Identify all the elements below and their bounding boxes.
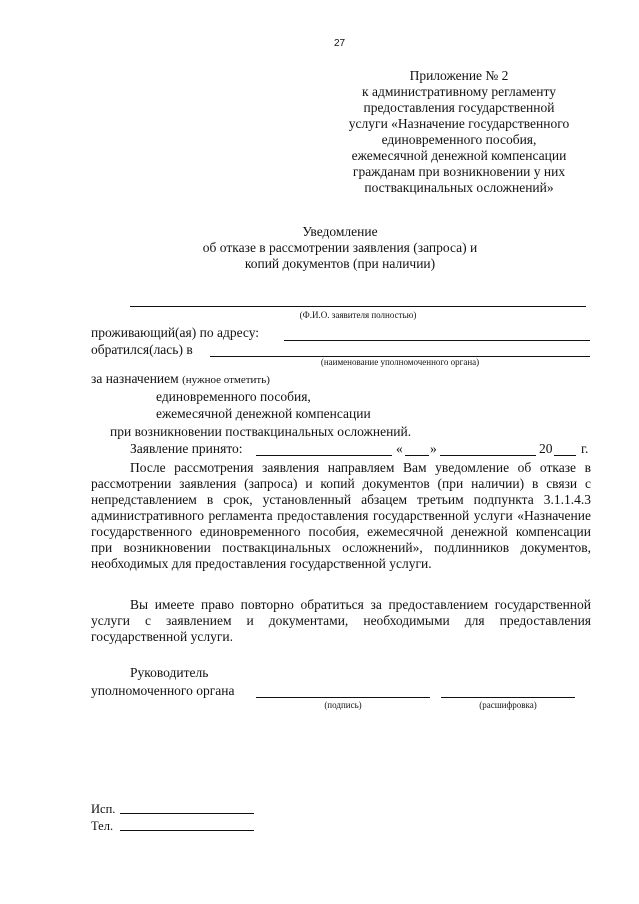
appendix-line: Приложение № 2 <box>409 68 509 83</box>
decode-line[interactable] <box>441 697 575 698</box>
page-number: 27 <box>334 38 346 49</box>
accepted-by-line[interactable] <box>256 455 392 456</box>
appendix-line: единовременного пособия, <box>381 132 537 147</box>
option-monthly[interactable] <box>130 406 371 422</box>
notice-title <box>180 224 500 272</box>
title-line: об отказе в рассмотрении заявления (запроса) и <box>202 240 478 255</box>
purpose-label: за назначением <box>91 371 179 386</box>
phone-line[interactable] <box>120 830 254 831</box>
appendix-line: гражданам при возникновении у них <box>352 164 566 179</box>
purpose-line <box>91 371 270 388</box>
day-line[interactable] <box>405 455 429 456</box>
purpose-note: (нужное отметить) <box>182 374 270 386</box>
month-line[interactable] <box>440 455 536 456</box>
decode-caption: (расшифровка) <box>479 700 537 710</box>
quote-close: » <box>430 441 437 456</box>
title-line: копий документов (при наличии) <box>244 256 436 271</box>
applied-label: обратился(лась) в <box>91 342 193 357</box>
year-line[interactable] <box>554 455 576 456</box>
quote-open: « <box>396 441 403 456</box>
appendix-line: предоставления государственной <box>363 100 555 115</box>
fio-field-line[interactable] <box>130 306 586 307</box>
authority-caption: (наименование уполномоченного органа) <box>320 357 480 367</box>
address-label: проживающий(ая) по адресу: <box>91 325 260 340</box>
appendix-block <box>316 68 602 196</box>
body-paragraph-1: После рассмотрения заявления направляем Вам уведомление об отказе в рассмотрении заявления (запроса) и копий документов (при наличии) в связи с непредставлением в срок, установленный абзацем третьим подпункта 3.1.1.4.3 административного регламента предоставления государственной услуги «Назначение государственного единовременного пособия, ежемесячной денежной компенсации при возникновении поствакцинальных осложнений», подлинников документов, необходимых для предоставления государственной услуги. <box>91 460 591 571</box>
executor-line[interactable] <box>120 813 254 814</box>
year-prefix: 20 <box>539 441 553 456</box>
option-tail: при возникновении поствакцинальных осложнений. <box>110 424 412 439</box>
signature-line[interactable] <box>256 697 430 698</box>
address-field-line[interactable] <box>284 340 590 341</box>
option-label: единовременного пособия, <box>156 389 311 404</box>
appendix-line: поствакцинальных осложнений» <box>364 180 554 195</box>
appendix-line: к административному регламенту <box>362 84 556 99</box>
appendix-line: ежемесячной денежной компенсации <box>351 148 567 163</box>
option-lump-sum[interactable] <box>130 389 311 405</box>
signature-title-1: Руководитель <box>130 665 209 680</box>
accepted-label: Заявление принято: <box>130 441 243 456</box>
signature-title-2: уполномоченного органа <box>91 683 235 698</box>
title-line: Уведомление <box>302 224 378 239</box>
phone-label: Тел. <box>91 819 114 833</box>
fio-caption: (Ф.И.О. заявителя полностью) <box>299 310 417 320</box>
signature-caption: (подпись) <box>324 700 362 710</box>
body-paragraph-2: Вы имеете право повторно обратиться за предоставлением государственной услуги с заявлением и документами, необходимыми для предоставления государственной услуги. <box>91 597 591 644</box>
appendix-line: услуги «Назначение государственного <box>348 116 570 131</box>
executor-label: Исп. <box>91 802 116 816</box>
year-suffix: г. <box>581 441 589 456</box>
option-label: ежемесячной денежной компенсации <box>156 406 371 421</box>
